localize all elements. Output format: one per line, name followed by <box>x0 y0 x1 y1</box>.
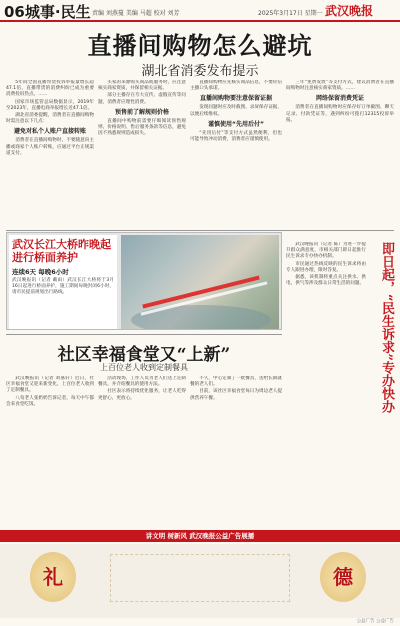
story2-column-1 <box>6 376 94 526</box>
lead-column-2 <box>98 80 186 228</box>
masthead <box>0 0 400 22</box>
bridge-photo <box>121 235 279 329</box>
ad-badge-right: 德 <box>320 552 366 602</box>
photo-story <box>6 232 282 330</box>
photo-story-body: 武汉晚报讯（记者 戴雨）武汉长江大桥将于3月16日起进行桥面养护，施工期间每晚封闭6小时，请市民提前规划出行路线。 <box>12 278 114 296</box>
paragraph: 社区表示将持续优化服务，让老人吃得更舒心、更放心。 <box>98 389 186 401</box>
story2-column-3 <box>190 376 282 526</box>
photo-story-title: 武汉长江大桥昨晚起进行桥面养护 <box>12 238 111 264</box>
paragraph: 5年间全国直播带货投诉举报量增长超47.1倍，直播带货的消费纠纷已成为重要消费投诉热点。…… <box>6 80 94 98</box>
paragraph: 湖北省消委提醒，消费者在直播间购物时需注意以下几点： <box>6 113 94 125</box>
ad-badge-left: 礼 <box>30 552 76 602</box>
paragraph: 市民通过热线反映的民生诉求将由专人跟进办理，限时答复。 <box>286 261 366 273</box>
paragraph: 目前，该社区幸福食堂每日为周边老人提供营养午餐。 <box>190 389 282 401</box>
section-subheading: 网络保留消费凭证 <box>315 95 364 103</box>
paragraph: “先用后付”等支付方式虽然便利，但也可能导致冲动消费，消费者应谨慎使用。 <box>190 130 282 143</box>
paragraph: 直播间购物应先核实商品信息，不要轻信主播口头承诺。 <box>190 80 282 92</box>
paragraph: 不久，中心定制了一批餐具，送给长期就餐的老人们。 <box>190 376 282 388</box>
ad-area <box>0 544 400 618</box>
section-title: 06城事·民生 <box>4 3 91 21</box>
ad-illustration <box>110 554 290 602</box>
story2-headline: 社区幸福食堂又“上新” <box>57 345 231 365</box>
side-story-body <box>286 242 366 528</box>
divider <box>6 334 282 335</box>
river-shape <box>131 305 271 329</box>
newspaper-logo: 武汉晚报 <box>325 4 374 18</box>
divider <box>6 230 394 231</box>
section-subheading: 避免对私个人账户直接转账 <box>13 128 86 136</box>
lead-subhead: 湖北省消委发布提示 <box>141 64 259 79</box>
lead-column-1 <box>6 80 94 228</box>
section-subheading: 直播间购物要注意保留证据 <box>199 95 272 103</box>
paragraph: 消费者在直播间购物时，不要随意向主播或商家个人账户转账，应通过平台正规渠道支付。 <box>6 138 94 156</box>
photo-story-text <box>9 235 117 329</box>
editor-credits: 责编 刘燕蔓 美编 马超 校对 刘芳 <box>92 10 180 17</box>
bridge-span-shape <box>142 276 259 309</box>
page-footer: 公益广告 公益广告 <box>356 619 394 624</box>
photo-story-subtitle: 连续6天 每晚6小时 <box>12 268 69 276</box>
section-subheading: 预售前了解规则价格 <box>114 108 169 116</box>
paragraph: 国家市场监管总局数据显示，2019年至2023年，直播电商举报增长近47.1倍。 <box>6 99 94 111</box>
paragraph: 活动现场，工作人员为老人们送上定制餐具，并介绍餐具的使用方法。 <box>98 376 186 388</box>
paragraph: 武汉晚报讯（记者 刘嘉轩）近日，社区幸福食堂又迎来新变化，上百位老人收到了定制餐具。 <box>6 376 94 394</box>
paragraph: 八旬老人张奶奶告诉记者，每天中午都会来食堂吃饭。 <box>6 395 94 407</box>
lead-column-4 <box>286 80 394 230</box>
lead-headline: 直播间购物怎么避坑 <box>87 31 313 60</box>
story2-subhead: 上百位老人收到定制餐具 <box>100 363 188 372</box>
paragraph: 买家的来源购买商品或服务时，应注意核实商家资质，并保留相关证据。 <box>98 80 186 92</box>
paragraph: 直播间中购物前需要仔细阅读预售规则、价格说明、售后服务条款等信息，避免因不熟悉规则造成损失。 <box>98 118 186 137</box>
story2-column-2 <box>98 376 186 526</box>
paragraph: 三年“免费发放”等支付方式，建议消费者在直播间购物时注意核实商家资质。…… <box>286 80 394 92</box>
section-subheading: 谨慎使用“先用后付” <box>208 120 264 128</box>
paragraph: 消费者在直播间购物时应保存好订单截图、聊天记录、付款凭证等，遇到纠纷可拨打12315投诉举报。 <box>286 105 394 123</box>
issue-date: 2025年3月17日 星期一 <box>258 10 323 17</box>
side-story-title: 即日起，“民生诉求”专办快办 <box>379 242 394 413</box>
paragraph: 发现问题时应及时截图、录屏保存证据，以便后续维权。 <box>190 105 282 117</box>
public-service-banner: 讲文明 树新风 武汉晚报公益广告展播 <box>0 530 400 542</box>
paragraph: 据悉，该机制将重点关注供水、供电、供气等涉及群众日常生活的问题。 <box>286 275 366 287</box>
lead-column-3 <box>190 80 282 228</box>
paragraph: 部分主播存在夸大宣传、虚假宣传等问题，消费者应理性消费。 <box>98 93 186 105</box>
paragraph: 武汉晚报讯（记者 陈）为进一步提升群众满意度，市相关部门即日起推行民生诉求专办快办机制。 <box>286 242 366 260</box>
